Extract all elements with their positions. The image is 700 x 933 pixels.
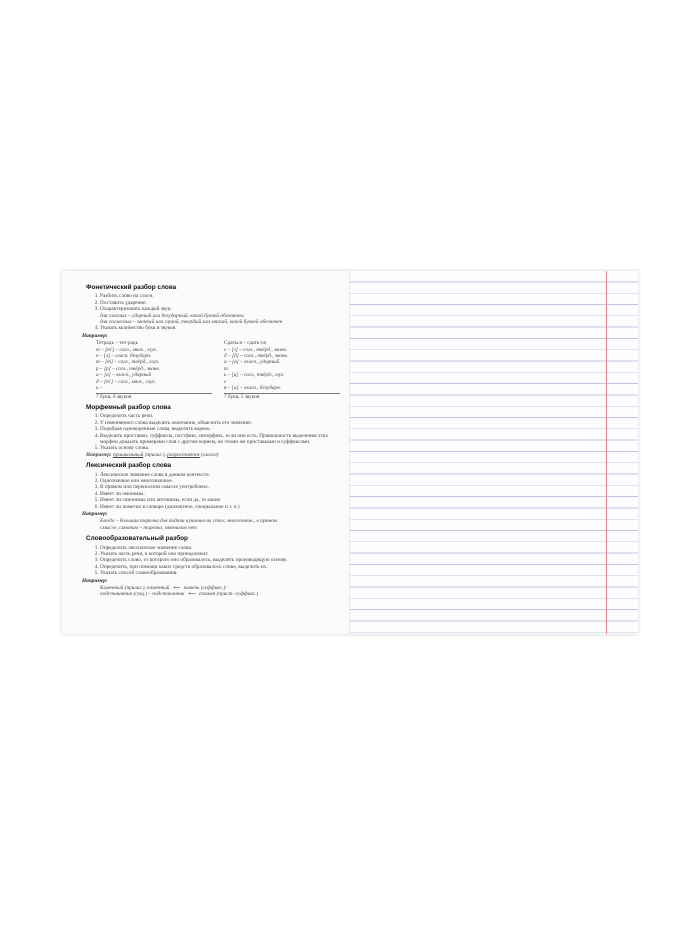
sound-row: р – [р] – согл., твёрд., звонк. (96, 365, 161, 372)
list-item: 1. Определить лексическое значение слова. (100, 545, 340, 551)
list-item: 2. Указать часть речи, к которой оно принадлежит. (100, 551, 340, 557)
phonetic-example (96, 340, 340, 400)
section-title-morphemic: Морфемный разбор слова (86, 403, 171, 411)
list-item: 3. Определить слово, от которого оно образовалось, выделить производящую основу. (100, 557, 340, 563)
lexical-example-line: Блюдо – большая тарелка для подачи кушанья на стол; многозначн., в прямом (100, 518, 278, 525)
sound-row: с (224, 378, 227, 385)
sound-row: а – [а] – гласн., ударный (96, 372, 152, 379)
sound-row: д – [д] – согл., твёрд., звонк. (224, 353, 289, 360)
sound-row: ь – (96, 385, 103, 392)
derivational-steps (82, 545, 340, 577)
example-label: Например: (82, 577, 108, 584)
sound-row: т (224, 365, 228, 372)
list-item: 5. Указать способ словообразования. (100, 570, 340, 576)
list-item: 2. Однозначное или многозначное. (100, 478, 340, 484)
source-word: камень (суффикс.); (183, 585, 227, 592)
letters-sounds-total: 7 букв, 5 звуков (224, 393, 340, 400)
phonetic-sub-consonants: для согласных – звонкий или глухой, твердый или мягкий, какой буквой обозначен (100, 319, 283, 326)
example-note: (глагол) (200, 451, 219, 458)
list-item: 4. Определить, при помощи каких средств образовалось слово, выделить их. (100, 564, 340, 570)
sound-row: т – [т'] – согл., мягк., глух. (96, 346, 158, 353)
reference-page (62, 271, 350, 634)
sound-row: с – [з] – согл., твёрд., звонк. (224, 346, 288, 353)
morphemic-example (86, 452, 340, 458)
section-title-lexical: Лексический разбор слова (86, 462, 172, 470)
arrow-left-icon: ⟵ (187, 591, 196, 598)
arrow-left-icon: ⟵ (172, 585, 181, 592)
phonetic-sub-vowels: для гласных – ударный или безударный, какой буквой обозначен; (100, 312, 245, 319)
list-item: 3. Охарактеризовать каждый звук: (100, 306, 340, 312)
lined-page (350, 271, 638, 634)
sound-row: д – [т'] – согл., мягк., глух. (96, 378, 157, 385)
lexical-example-line: смысле, синоним – тарелка, омонимов нет (100, 524, 197, 531)
example-label: Например: (86, 451, 112, 458)
example-word: разрастается (167, 451, 200, 458)
list-item: 1. Лексическое значение слова в данном контексте. (100, 472, 340, 478)
example-label: Например: (82, 511, 108, 517)
sound-row: ь – [ц] – согл., твёрд., глух. (224, 372, 285, 379)
section-title-phonetic: Фонетический разбор слова (86, 284, 177, 291)
list-item: 3. В прямом или переносном смысле употреблено. (100, 484, 340, 490)
list-item: 4. Указать количество букв и звуков. (100, 325, 340, 331)
source-word: стакан (прист.-суффикс.) (198, 591, 259, 598)
phonetic-steps-cont (82, 325, 340, 331)
example-label: Например: (82, 332, 108, 339)
list-item: 2. У изменяемого слова выделить окончание, объяснить его значение. (100, 420, 340, 426)
derived-word: Каменный (прилаг.), каменный (100, 585, 170, 592)
reference-content (82, 285, 340, 598)
derived-word: подстаканник (сущ.) – подстаканник (100, 591, 185, 598)
sound-row: е – [э] – гласн. безударн. (96, 353, 152, 360)
list-item: 1. Определить часть речи. (100, 413, 340, 419)
section-title-derivational: Словообразовательный разбор (86, 535, 188, 543)
list-item: 2. Поставить ударение. (100, 300, 340, 306)
derivational-example-line (100, 591, 340, 597)
sound-row: т – [т] – согл., твёрд., глух. (96, 359, 160, 366)
list-item: 1. Разбить слово на слоги. (100, 293, 340, 299)
list-item: 5. Указать основу слова. (100, 445, 340, 451)
morphemic-steps (82, 413, 340, 451)
list-item: 4. Выделить приставки, суффиксы, постфикс, интерфикс, если они есть. Правильность выделения этих морфем доказать примерами слов с другим корнем, но этими же приставками и суффиксами. (100, 433, 340, 446)
list-item: 6. Имеет ли пометки в словаре (диалектное, специальное и т. п.) (100, 504, 340, 510)
example-note: (прилаг.), (144, 451, 166, 458)
phonetic-example-left (96, 340, 212, 400)
list-item: 3. Подобрав однокоренные слова, выделить корень. (100, 426, 340, 432)
phonetic-steps (82, 293, 340, 312)
phonetic-example-right (224, 340, 340, 400)
letters-sounds-total: 7 букв, 6 звуков (96, 393, 212, 400)
list-item: 4. Имеет ли омонимы. (100, 491, 340, 497)
notebook-spread (62, 271, 638, 634)
margin-line (606, 271, 607, 634)
example-word: пришкольный (113, 451, 144, 458)
sound-row: я – [а] – гласн., безударн. (224, 385, 282, 392)
example-word: Тетрадь – тет-радь (96, 340, 139, 347)
example-word: Сдаться – сдать-ся (224, 340, 266, 347)
list-item: 5. Имеет ли синонимы или антонимы, если да, то какие. (100, 497, 340, 503)
sound-row: а – [а] – гласн., ударный (224, 359, 280, 366)
lexical-steps (82, 472, 340, 510)
